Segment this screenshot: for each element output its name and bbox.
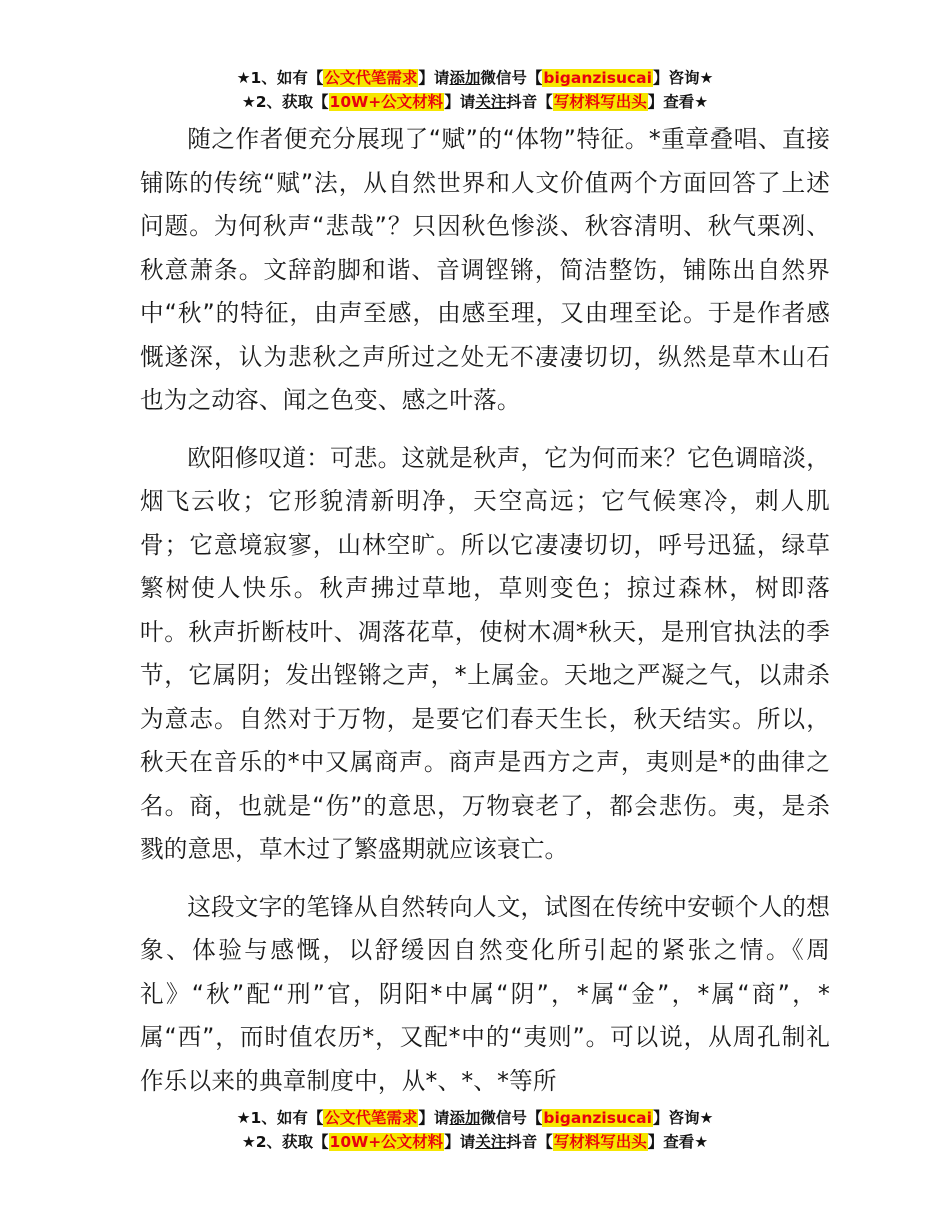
banner-line-2 bbox=[0, 1130, 950, 1154]
paragraph: 欧阳修叹道：可悲。这就是秋声，它为何而来？它色调暗淡，烟飞云收；它形貌清新明净，天空高远；它气候寒冷，刺人肌骨；它意境寂寥，山林空旷。所以它凄凄切切，呼号迅猛，绿草繁树使人快乐。秋声拂过草地，草则变色；掠过森林，树即落叶。秋声折断枝叶、凋落花草，使树木凋*秋天，是刑官执法的季节，它属阴；发出铿锵之声，*上属金。天地之严凝之气，以肃杀为意志。自然对于万物，是要它们春天生长，秋天结实。所以，秋天在音乐的*中又属商声。商声是西方之声，夷则是*的曲律之名。商，也就是“伤”的意思，万物衰老了，都会悲伤。夷，是杀戮的意思，草木过了繁盛期就应该衰亡。 bbox=[140, 443, 830, 863]
banner-text: 】请 bbox=[418, 1109, 450, 1127]
banner-underline: 关注 bbox=[475, 1133, 507, 1151]
banner-underline: 添加 bbox=[449, 69, 481, 87]
banner-text: 】请 bbox=[418, 69, 450, 87]
banner-text: 】查看★ bbox=[647, 1133, 709, 1151]
header-banner bbox=[0, 66, 950, 114]
banner-highlight: 写材料写出头 bbox=[553, 1133, 647, 1151]
banner-highlight: 公文代笔需求 bbox=[324, 1109, 418, 1127]
banner-text: 微信号【 bbox=[480, 1109, 543, 1127]
banner-text: ★1、如有【 bbox=[236, 1109, 324, 1127]
banner-highlight: 10W+公文材料 bbox=[329, 93, 444, 111]
footer-banner bbox=[0, 1106, 950, 1154]
banner-text: 】请 bbox=[444, 1133, 476, 1151]
banner-text: ★1、如有【 bbox=[236, 69, 324, 87]
banner-line-1 bbox=[0, 1106, 950, 1130]
banner-text: 】咨询★ bbox=[652, 1109, 714, 1127]
banner-text: 】查看★ bbox=[647, 93, 709, 111]
paragraph: 随之作者便充分展现了“赋”的“体物”特征。*重章叠唱、直接铺陈的传统“赋”法，从自然世界和人文价值两个方面回答了上述问题。为何秋声“悲哉”？只因秋色惨淡、秋容清明、秋气栗冽、秋意萧条。文辞韵脚和谐、音调铿锵，简洁整饬，铺陈出自然界中“秋”的特征，由声至感，由感至理，又由理至论。于是作者感慨遂深，认为悲秋之声所过之处无不凄凄切切，纵然是草木山石也为之动容、闻之色变、感之叶落。 bbox=[140, 125, 830, 414]
paragraph: 这段文字的笔锋从自然转向人文，试图在传统中安顿个人的想象、体验与感慨，以舒缓因自然变化所引起的紧张之情。《周礼》“秋”配“刑”官，阴阳*中属“阴”，*属“金”，*属“商”，*属“西”，而时值农历*，又配*中的“夷则”。可以说，从周孔制礼作乐以来的典章制度中，从*、*、*等所 bbox=[140, 892, 830, 1095]
banner-line-2 bbox=[0, 90, 950, 114]
banner-text: 】请 bbox=[444, 93, 476, 111]
banner-highlight: biganzisucai bbox=[543, 1109, 652, 1127]
banner-highlight: 写材料写出头 bbox=[553, 93, 647, 111]
banner-text: 微信号【 bbox=[480, 69, 543, 87]
banner-text: ★2、获取【 bbox=[241, 1133, 329, 1151]
document-body bbox=[140, 118, 830, 1103]
banner-highlight: biganzisucai bbox=[543, 69, 652, 87]
banner-underline: 关注 bbox=[475, 93, 507, 111]
banner-highlight: 10W+公文材料 bbox=[329, 1133, 444, 1151]
banner-text: ★2、获取【 bbox=[241, 93, 329, 111]
banner-highlight: 公文代笔需求 bbox=[324, 69, 418, 87]
banner-text: 抖音【 bbox=[506, 1133, 553, 1151]
banner-line-1 bbox=[0, 66, 950, 90]
banner-text: 】咨询★ bbox=[652, 69, 714, 87]
banner-underline: 添加 bbox=[449, 1109, 481, 1127]
banner-text: 抖音【 bbox=[506, 93, 553, 111]
